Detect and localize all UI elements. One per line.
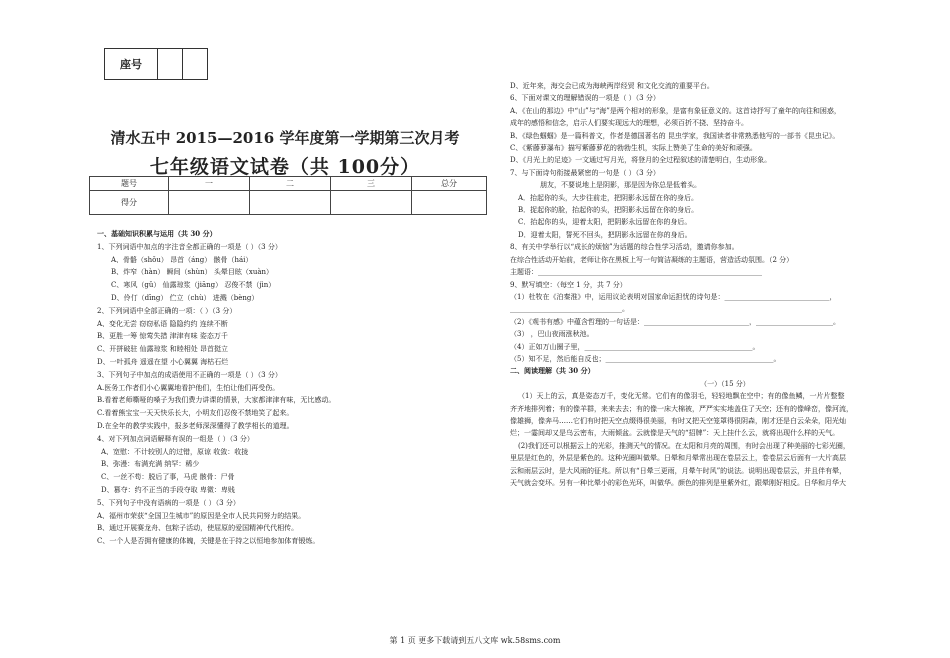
question: 8、有关中学举行以“成长的烦恼”为话题的综合性学习活动，邀请你参加。 [510, 243, 739, 252]
fill-blank[interactable]: （4）正如万山圈子里，________________________________________________。 [510, 342, 760, 351]
score-cell[interactable] [250, 191, 331, 215]
score-cell[interactable] [412, 191, 487, 215]
score-header: 二 [250, 177, 331, 191]
left-column [97, 228, 482, 548]
option: B.看着老师嘶哑的嗓子为我们费力讲课的情景，大家都津津有味，无比感动。 [97, 396, 336, 405]
page-footer: 第 1 页 更多下载请到五八文库 wk.58sms.com [389, 636, 561, 645]
passage-line: 云和雨层云时，是大风雨的征兆。所以有“日晕三更雨，月晕午时风”的说法。说明出现卷层云，并且伴有晕， [510, 466, 847, 475]
passage-line: 天气就会变坏。另有一种比晕小的彩色光环，叫做华。颜色的排列是里紫外红，跟晕刚好相反。日华和月华大 [510, 479, 846, 487]
score-cell[interactable] [331, 191, 412, 215]
passage-line: 齐齐地排列着；有的像羊群，来来去去；有的像一床大棉被，严严实实地盖住了天空；还有的像峰峦，像河流， [510, 404, 853, 413]
theme-answer-line[interactable]: 主题语：________________________________________________________________ [510, 268, 762, 277]
option: B．捉起你的脸，抬起你的头，把阴影永远留在你的身后。 [518, 206, 699, 215]
option: D．迎着太阳，誓死不回头，把阴影永远留在你的身后。 [518, 230, 692, 239]
option: C、开拼破驻 仙露琼浆 和睦相处 昂首挺立 [97, 345, 229, 354]
fill-blank[interactable]: （1）杜牧在《泊秦淮》中，运用议论表明对国家命运担忧的诗句是：______________________________， [510, 292, 837, 301]
option: C、《紫藤萝瀑布》描写紫藤萝花的勃勃生机，实际上赞美了生命的美好和顽强。 [510, 144, 757, 153]
score-header: 一 [169, 177, 250, 191]
option: A、福州市荣获“全国卫生城市”的原因是全市人民共同努力的结果。 [97, 511, 306, 520]
question: 5、下列句子中没有语病的一项是（ ）（3 分） [97, 498, 240, 507]
option: B、《绿色蝈蝈》是一篇科普文，作者是德国著名的 昆虫学家，我国读者非常熟悉他写的一部书《昆虫记》。 [510, 131, 840, 140]
fill-blank[interactable]: （2）《观书有感》中蕴含哲理的一句话是：______________________________，______________________。 [510, 317, 840, 326]
exam-title: 清水五中 2015—2016 学年度第一学期第三次月考 [110, 129, 460, 147]
section-heading: 二、阅读理解（共 30 分） [510, 366, 595, 376]
question: 4、对下列加点词语解释有误的一组是（ ）（3 分） [97, 434, 254, 443]
option: A．抬起你的头，大步往前走，把阴影永远留在你的身后。 [518, 193, 699, 202]
option: A.医务工作者们小心翼翼地看护他们，生怕让他们再受伤。 [97, 383, 280, 392]
fill-blank[interactable]: （5）知不足，然后能自反也；________________________________________________。 [510, 354, 781, 363]
passage-line: （1）天上的云，真是姿态万千，变化无常。它们有的像羽毛，轻轻地飘在空中；有的像鱼鳞，一片片整整 [518, 392, 845, 401]
passage-line: 烂；一霎间却又是乌云密布，大雨倾盆。云就像是天气的“招牌”：天上挂什么云，就将出现什么样的天气。 [510, 429, 840, 438]
question: 1、下列词语中加点的字注音全都正确的一项是（ ）（3 分） [97, 242, 282, 251]
seat-label: 座号 [105, 49, 158, 80]
option: D、伶仃（dīng） 伫立（chù） 进溅（bèng） [111, 293, 259, 302]
score-table [89, 176, 487, 215]
option: D、《月光上的足迹》一文通过写月光，将登月的全过程叙述的清楚明白，生动形象。 [510, 156, 772, 165]
option: B、更胜一筹 惊莺失措 津津有味 姿态万千 [97, 332, 228, 341]
score-header: 题号 [90, 177, 169, 191]
option: D、近年来，海交会已成为海峡两岸经贸 和文化交流的重要平台。 [510, 82, 714, 90]
question: 7、与下面诗句衔接最紧密的一句是（ ）（3 分） [510, 168, 660, 177]
score-row-label: 得分 [90, 191, 169, 215]
option: A、骨骼（shǒu） 昂首（áng） 骸骨（hái） [111, 255, 253, 264]
passage-label: （一）（15 分） [700, 379, 750, 388]
option: B、通过开展赛龙舟、包粽子活动，使屈原的爱国精神代代相传。 [97, 524, 299, 533]
seat-digit-1[interactable] [158, 49, 183, 80]
option: B、炸窄（hàn） 瞬间（shùn） 头晕目眩（xuàn） [111, 268, 274, 277]
question: 6、下面对课文的理解错误的一项是（ ）（3 分） [510, 94, 660, 103]
option: C.看着熊宝宝一天天快乐长大，小明友们忍俊不禁地笑了起来。 [97, 409, 294, 418]
score-cell[interactable] [169, 191, 250, 215]
seat-number-box [104, 48, 208, 80]
option: 成年的感悟和信念，启示人们要实现远大的理想，必须百折不挠、坚持奋斗。 [510, 119, 748, 128]
option: A、《在山的那边》中“山”与“海”是两个相对的形象，是富有象征意义的。这首诗抒写了童年的向往和困惑， [510, 106, 841, 115]
score-header: 总分 [412, 177, 487, 191]
right-column [510, 80, 940, 489]
fill-blank[interactable]: ________________________________。 [510, 305, 629, 314]
option: C、一个人是否拥有健康的体魄，关键是在于持之以恒地参加体育锻炼。 [97, 537, 320, 546]
option: B、弥漫：布满充满 纳罕：稀少 [101, 460, 200, 469]
option: D、一叶孤舟 遥遥在望 小心翼翼 海枯石烂 [97, 357, 229, 366]
option: D、篡夺：约不正当的手段夺取 卑微：卑贱 [101, 485, 235, 494]
poem-line: 朋友，不要说地上是阴影，那是因为你总是低着头。 [540, 181, 701, 190]
option: C．抬起你的头，迎着太阳，把阴影永远留在你的身后。 [518, 218, 692, 227]
question: 2、下列词语中全部正确的一项：（ ）（3 分） [97, 306, 237, 315]
exam-subtitle: 七年级语文试卷（共 100分） [149, 156, 421, 178]
question: 9、默写填空：（每空 1 分，共 7 分） [510, 280, 627, 289]
score-header: 三 [331, 177, 412, 191]
seat-digit-2[interactable] [183, 49, 208, 80]
option: D.在全年的教学实践中，报多老师深深懂得了教学相长的道理。 [97, 421, 294, 430]
question: 3、下列句子中加点的成语使用不正确的一项是（ ）（3 分） [97, 370, 282, 379]
question: 在综合性活动开始前，老师让你在黑板上写一句简洁凝练的主题语，营造活动氛围。（2 分） [510, 255, 794, 264]
passage-line: 像雄狮，像奔马……它们有时把天空点缀得很美丽，有时又把天空笼罩得很阴森，刚才还是白云朵朵，阳光灿 [510, 416, 846, 425]
section-heading: 一、基础知识积累与运用（共 30 分） [97, 229, 217, 238]
option: A、宽慰：不计较别人的过错，原谅 收敛：收拢 [101, 447, 249, 456]
option: C、一丝不苟：脱后了事，马虎 骸骨：尸骨 [101, 473, 235, 482]
passage-line: (2)我们还可以根据云上的光彩，推测天气的情况。在太阳和月亮的周围，有时会出现了种美丽的七彩光圈， [518, 441, 850, 450]
option: C、寒风（gǔ） 仙露琼浆（jiāng） 忍俊不禁（jìn） [111, 281, 276, 290]
fill-blank[interactable]: （3） ，巴山夜雨涨秋池。 [510, 330, 594, 339]
passage-line: 里层是红色的，外层是紫色的。这种光圈叫做晕。日晕和月晕常出现在卷层云上，卷卷层云后面有一大片高层 [510, 454, 846, 463]
option: A、变化无尝 窃窃私语 隐隐约约 连续不断 [97, 319, 228, 328]
